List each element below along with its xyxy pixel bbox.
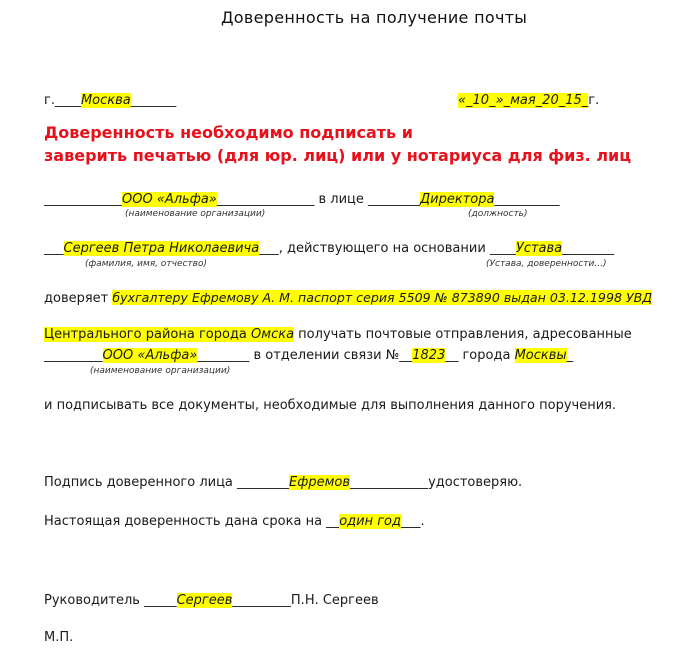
district-city: Омска bbox=[251, 327, 295, 342]
city-prefix: г. bbox=[44, 93, 55, 108]
city-line bbox=[44, 93, 176, 109]
signature-name: Ефремов bbox=[289, 475, 351, 490]
post-mid2: __ города bbox=[445, 348, 515, 363]
org-value: ООО «Альфа» bbox=[122, 192, 217, 207]
post-city: Москвы bbox=[514, 348, 567, 363]
hint-position: (должность) bbox=[468, 209, 528, 219]
person-tail: ________ bbox=[562, 241, 615, 256]
district-rest: получать почтовые отправления, адресованные bbox=[294, 327, 632, 342]
city-value: Москва bbox=[80, 93, 131, 108]
trustee-value: бухгалтеру Ефремову А. М. паспорт серия 5509 № 873890 выдан 03.12.1998 УВД bbox=[112, 290, 653, 305]
head-name: Сергеев bbox=[176, 593, 233, 608]
head-tail: _________П.Н. Сергеев bbox=[232, 593, 379, 608]
post-pre: _________ bbox=[44, 348, 103, 363]
basis-value: Устава bbox=[515, 241, 563, 256]
signature-prefix: Подпись доверенного лица ________ bbox=[44, 475, 290, 490]
term-line bbox=[44, 514, 425, 530]
city-post-underscore: _______ bbox=[130, 93, 177, 108]
district-highlight: Центрального района города bbox=[44, 327, 252, 342]
person-line bbox=[44, 241, 614, 257]
person-mid: ___, действующего на основании ____ bbox=[259, 241, 516, 256]
signature-line bbox=[44, 475, 522, 491]
org-tail: __________ bbox=[494, 192, 560, 207]
district-line bbox=[44, 327, 632, 343]
person-name: Сергеев Петра Николаевича bbox=[63, 241, 260, 256]
date-tail: г. bbox=[588, 93, 600, 108]
org-pre: ____________ bbox=[44, 192, 122, 207]
head-line bbox=[44, 593, 379, 609]
term-value: один год bbox=[339, 514, 401, 529]
page-title: Доверенность на получение почты bbox=[221, 8, 528, 27]
warning-line-1: Доверенность необходимо подписать и bbox=[44, 123, 413, 142]
org-post: _______________ bbox=[216, 192, 315, 207]
post-org: ООО «Альфа» bbox=[102, 348, 198, 363]
hint-org: (наименование организации) bbox=[125, 209, 266, 219]
hint-basis: (Устава, доверенности...) bbox=[486, 259, 607, 269]
hint-post-org: (наименование организации) bbox=[90, 366, 231, 376]
date-value: «_10_»_мая_20_15_ bbox=[458, 93, 589, 108]
term-tail: ___. bbox=[400, 514, 425, 529]
date-line bbox=[458, 93, 599, 109]
org-line bbox=[44, 192, 559, 208]
trust-line bbox=[44, 290, 652, 307]
city-pre-underscore: ____ bbox=[54, 93, 81, 108]
sign-docs-line: и подписывать все документы, необходимые для выполнения данного поручения. bbox=[44, 398, 617, 413]
post-number: 1823 bbox=[412, 348, 446, 363]
stamp-place: М.П. bbox=[44, 630, 74, 645]
post-mid: ________ в отделении связи №__ bbox=[197, 348, 413, 363]
person-pre: ___ bbox=[44, 241, 64, 256]
term-prefix: Настоящая доверенность дана срока на __ bbox=[44, 514, 340, 529]
position-value: Директора bbox=[420, 192, 495, 207]
trust-prefix: доверяет bbox=[44, 291, 113, 306]
hint-name: (фамилия, имя, отчество) bbox=[85, 259, 207, 269]
org-mid: в лице ________ bbox=[314, 192, 420, 207]
post-line bbox=[44, 348, 573, 364]
warning-line-2: заверить печатью (для юр. лиц) или у нотариуса для физ. лиц bbox=[44, 146, 632, 165]
signature-tail: ____________удостоверяю. bbox=[350, 475, 523, 490]
head-prefix: Руководитель _____ bbox=[44, 593, 177, 608]
post-tail: _ bbox=[566, 348, 574, 363]
